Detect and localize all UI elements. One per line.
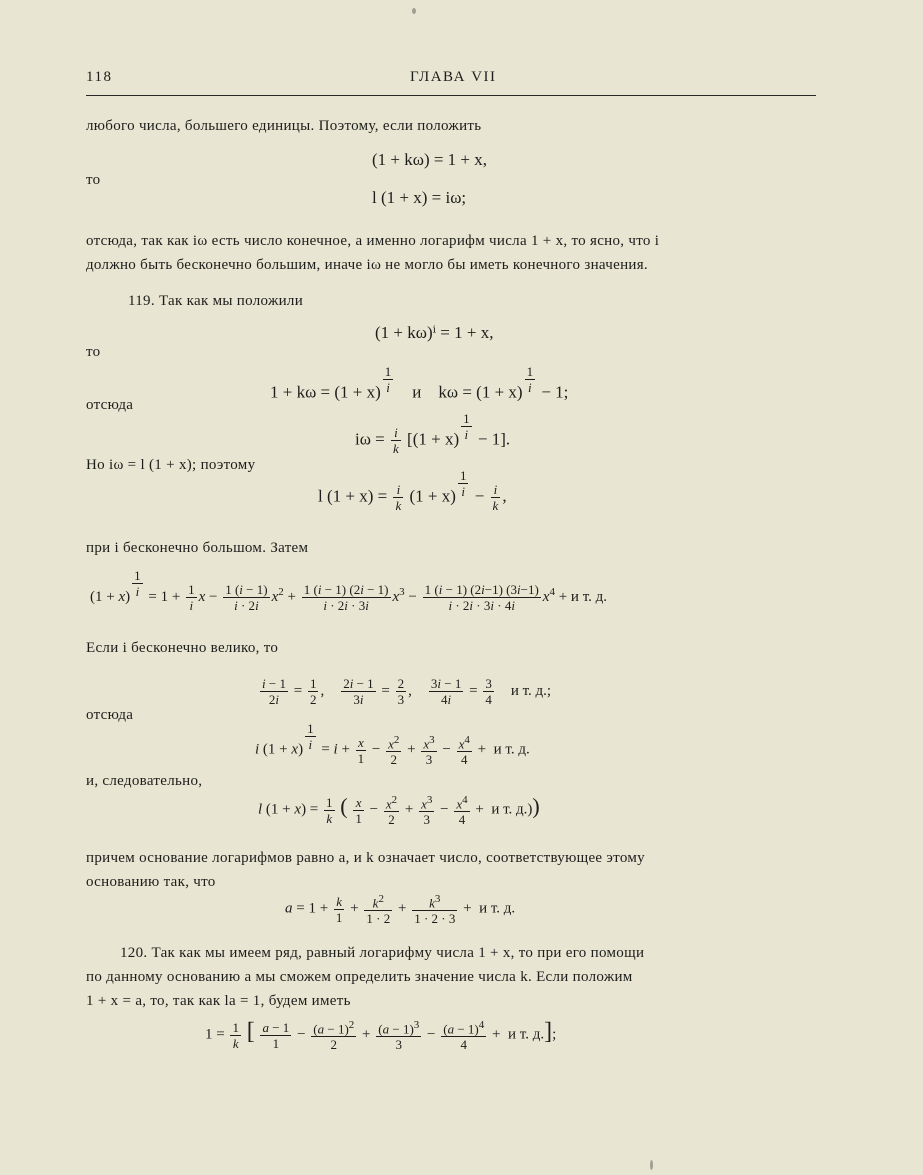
text-line: Но iω = l (1 + x); поэтому xyxy=(86,457,256,473)
section-heading: 120. Так как мы имеем ряд, равный логарифму числа 1 + x, то при его помощи xyxy=(120,945,645,961)
equation: iω = $\frac{i}{k}$ [(1 + x) $\frac{1}{i}$ − 1]. xyxy=(355,411,511,456)
text-line: отсюда, так как iω есть число конечное, а именно логарифм числа 1 + x, то ясно, что i xyxy=(86,233,660,249)
text-line: причем основание логарифмов равно a, и k означает число, соответствующее этому xyxy=(86,850,645,866)
equation: l (1 + x) = $\frac{i}{k}$ (1 + x) $\frac{1}{i}$ − $\frac{i}{k}$ , xyxy=(318,468,507,513)
text-line: отсюда xyxy=(86,707,134,723)
equation: l (1 + x) = iω; xyxy=(372,188,467,207)
text-line: то xyxy=(86,172,101,188)
equation: a = 1 + $\frac{k}{1}$ + $\frac{k^2}{1 \cdot 2}$ + $\frac{k^3}{1 \cdot 2 \cdot 3}$ + и т. д. xyxy=(285,893,516,927)
text-line: должно быть бесконечно большим, иначе iω не могло бы иметь конечного значения. xyxy=(86,257,648,273)
equation: $\frac{i - 1}{2i}$ = $\frac{1}{2}$ , $\frac{2i - 1}{3i}$ = $\frac{2}{3}$ , $\frac{3i - 1}{4i}$ = $\frac{3}{4}$ и т. д.; xyxy=(262,676,552,707)
text-line: то xyxy=(86,344,101,360)
text-line: 1 + x = a, то, так как la = 1, будем иметь xyxy=(86,993,351,1009)
equation: i (1 + x) $\frac{1}{i}$ = i + $\frac{x}{1}$ − $\frac{x^2}{2}$ + $\frac{x^3}{3}$ − $\frac{x^4}{4}$ + и т. д. xyxy=(255,720,530,768)
equation: (1 + x) $\frac{1}{i}$ = 1 + $\frac{1}{i}$ x − $\frac{1 (i - 1)}{i \cdot 2i}$ $x^2$ + $\frac{1 (i - 1) (2i - 1)}{i \cdot 2i \cdot 3i}$ $x^3$ − $\frac{1 (i - 1) (2i-1) (3i-1)}{i \cdot 2i \cdot 3i \cdot 4i}$ $x^4 + и$ т. д. xyxy=(90,568,608,613)
text-line: по данному основанию a мы сможем определить значение числа k. Если положим xyxy=(86,969,633,985)
equation: 1 = $\frac{1}{k}$ [ $\frac{a - 1}{1}$ − $\frac{(a - 1)^2}{2}$ + $\frac{(a - 1)^3}{3}$ − $\frac{(a - 1)^4}{4}$ + и т. д.]; xyxy=(205,1018,557,1053)
header-rule xyxy=(86,95,816,96)
text-line: при i бесконечно большом. Затем xyxy=(86,540,309,556)
text-line: любого числа, большего единицы. Поэтому, если положить xyxy=(86,118,482,134)
print-speck xyxy=(412,8,416,14)
equation: 1 + kω = (1 + x) $\frac{1}{i}$ и kω = (1 + x) $\frac{1}{i}$ − 1; xyxy=(270,364,569,402)
text-line: и, следовательно, xyxy=(86,773,203,789)
print-speck xyxy=(650,1160,653,1170)
equation: (1 + kω)ⁱ = 1 + x, xyxy=(375,323,494,342)
text-line: Если i бесконечно велико, то xyxy=(86,640,279,656)
section-heading: 119. Так как мы положили xyxy=(128,293,304,309)
text-line: основанию так, что xyxy=(86,874,216,890)
chapter-title: ГЛАВА VII xyxy=(410,69,497,85)
equation: (1 + kω) = 1 + x, xyxy=(372,150,488,169)
page-number: 118 xyxy=(86,69,113,85)
equation: l (1 + x) = $\frac{1}{k}$ ( $\frac{x}{1}$ − $\frac{x^2}{2}$ + $\frac{x^3}{3}$ − $\frac{x^4}{4}$ + и т. д.)) xyxy=(258,793,540,828)
text-line: отсюда xyxy=(86,397,134,413)
